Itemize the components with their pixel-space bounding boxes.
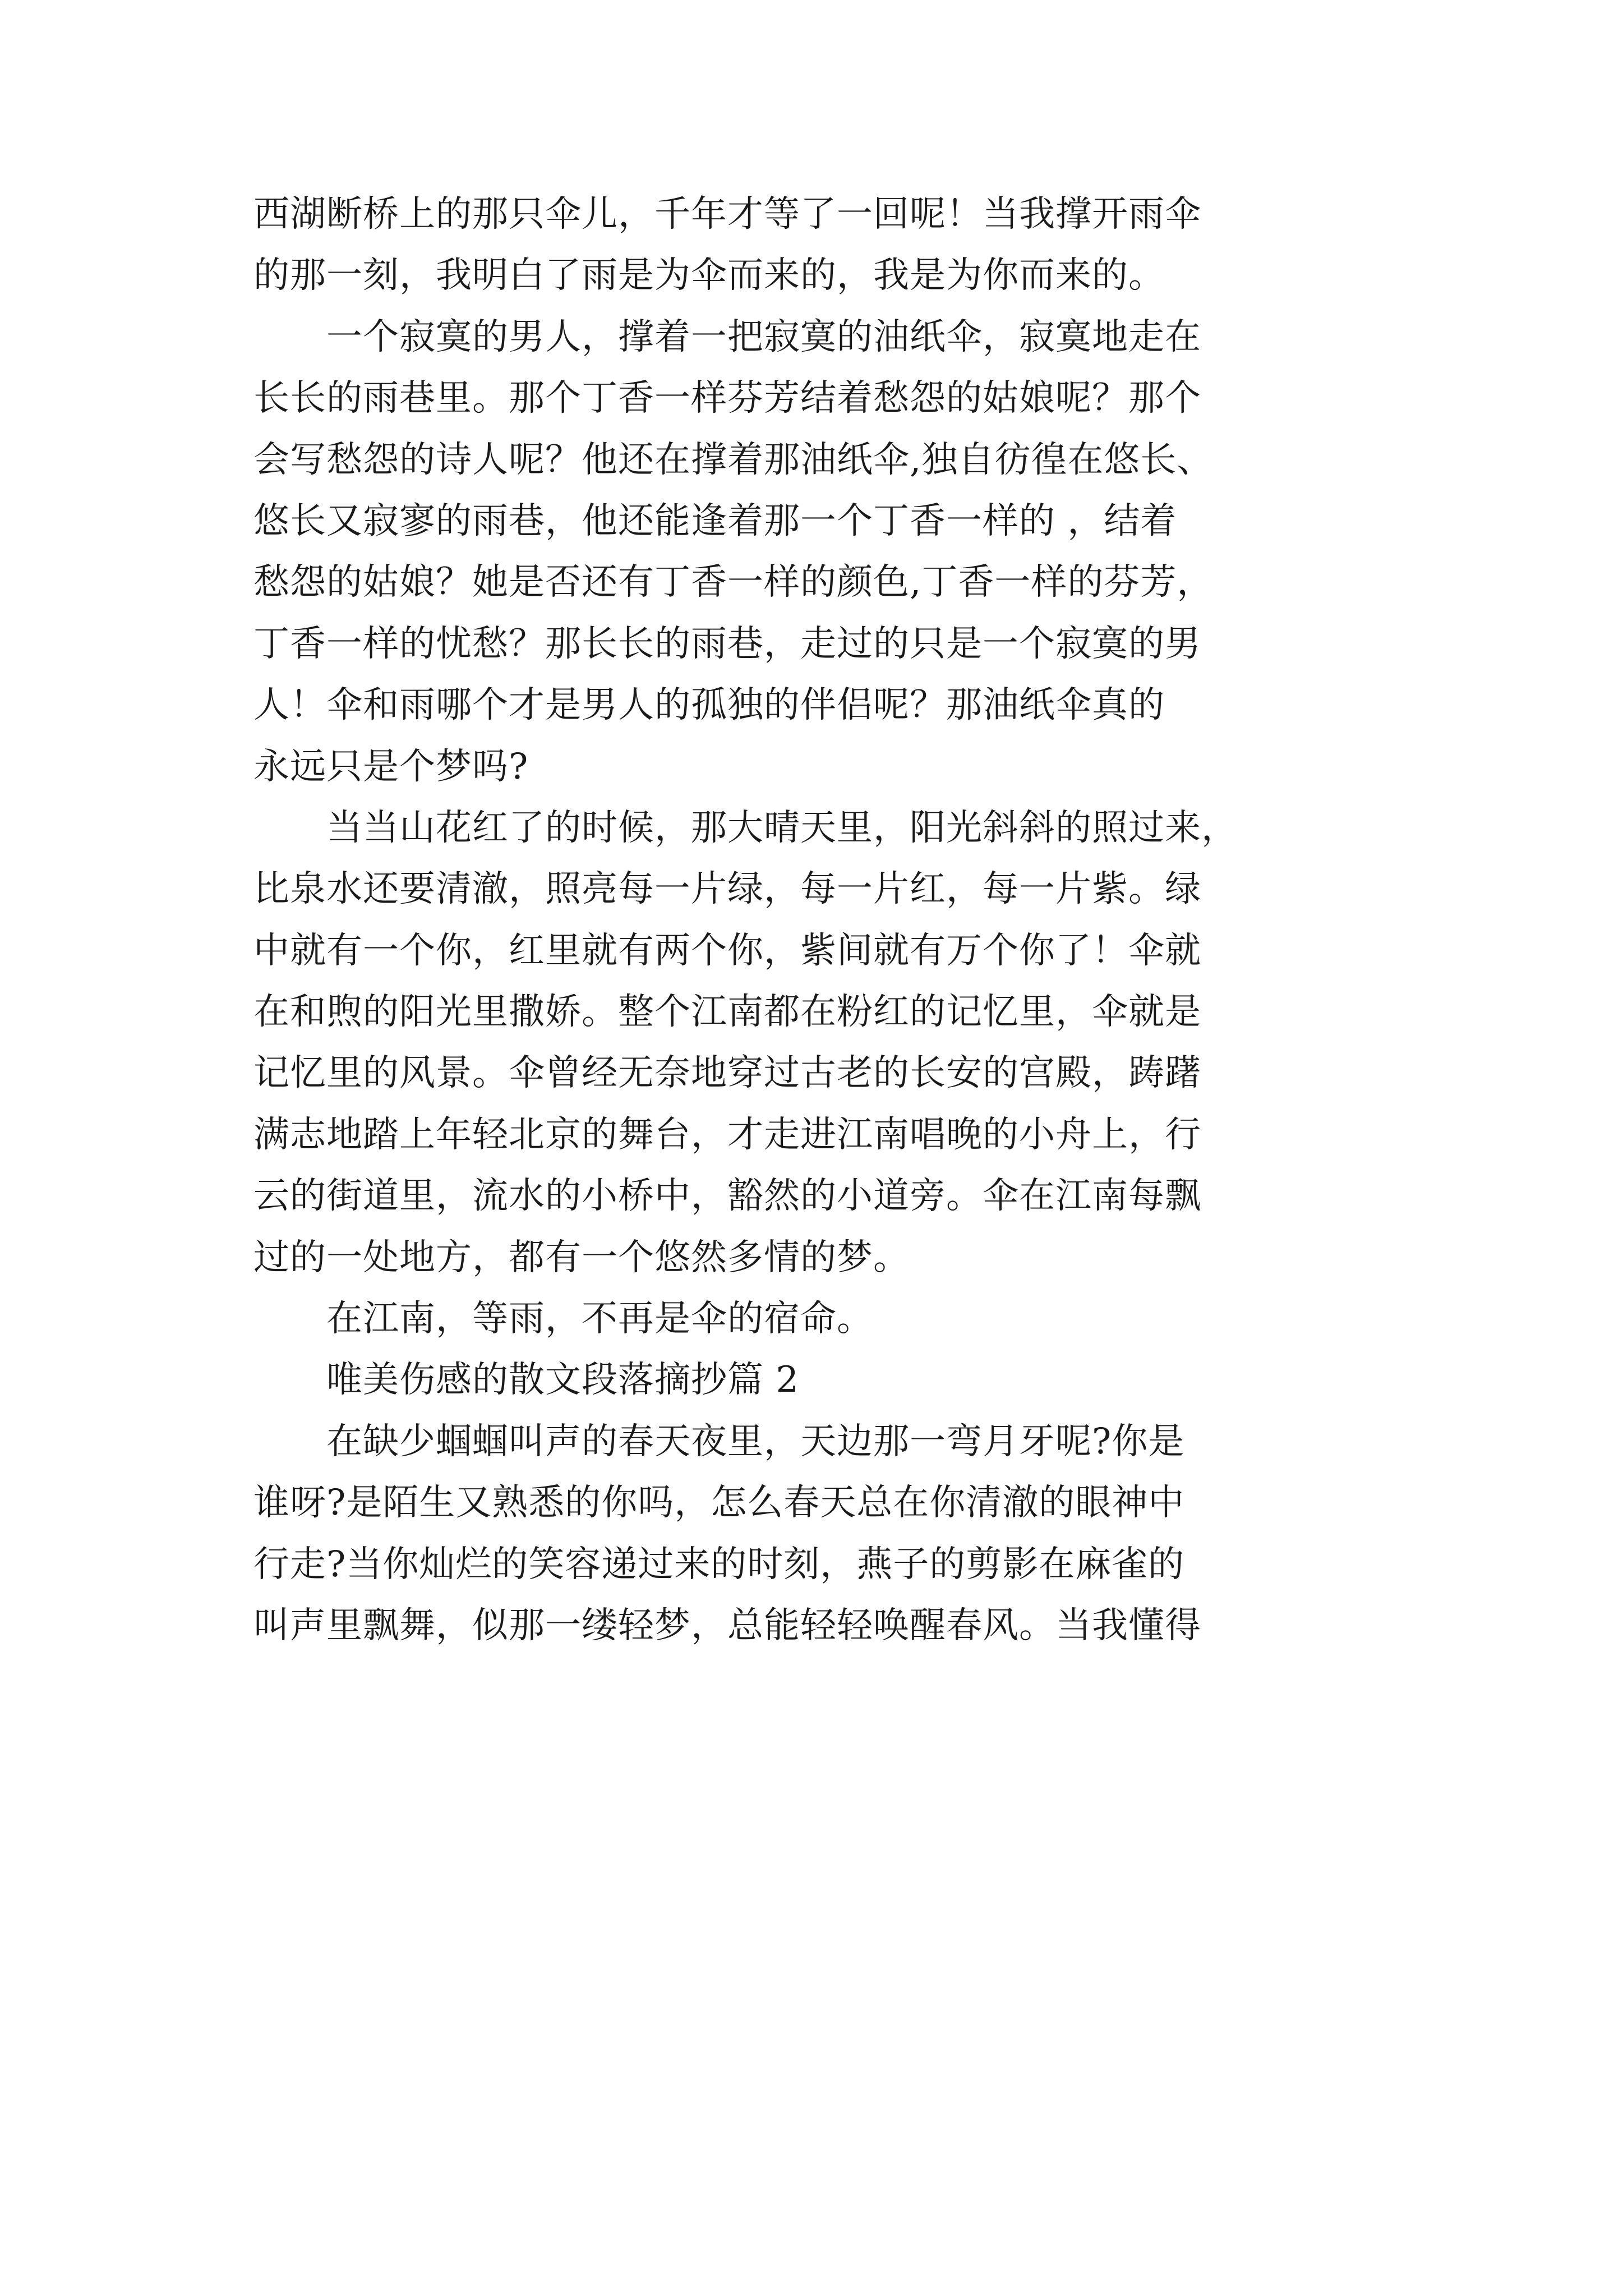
text-line: 谁呀?是陌生又熟悉的你吗，怎么春天总在你清澈的眼神中: [253, 1482, 1185, 1524]
text-line: 满志地踏上年轻北京的舞台，才走进江南唱晚的小舟上，行: [253, 1114, 1201, 1156]
text-line: 愁怨的姑娘？她是否还有丁香一样的颜色,丁香一样的芬芳，: [253, 562, 1214, 604]
text-line: 记忆里的风景。伞曾经无奈地穿过古老的长安的宫殿，踌躇: [253, 1052, 1201, 1094]
text-line: 西湖断桥上的那只伞儿，千年才等了一回呢！当我撑开雨伞: [253, 194, 1201, 235]
text-line: 长长的雨巷里。那个丁香一样芬芳结着愁怨的姑娘呢？那个: [253, 378, 1201, 420]
text-line: 当当山花红了的时候，那大晴天里，阳光斜斜的照过来，: [253, 807, 1238, 849]
text-line: 丁香一样的忧愁？那长长的雨巷，走过的只是一个寂寞的男: [253, 623, 1201, 665]
text-line: 会写愁怨的诗人呢？他还在撑着那油纸伞,独自彷徨在悠长、: [253, 439, 1214, 481]
text-line: 比泉水还要清澈，照亮每一片绿，每一片红，每一片紫。绿: [253, 868, 1201, 910]
text-line: 在和煦的阳光里撒娇。整个江南都在粉红的记忆里，伞就是: [253, 991, 1201, 1033]
text-line: 行走?当你灿烂的笑容递过来的时刻，燕子的剪影在麻雀的: [253, 1543, 1185, 1585]
text-line: 悠长又寂寥的雨巷，他还能逢着那一个丁香一样的 ，结着: [253, 500, 1177, 542]
text-line: 人！伞和雨哪个才是男人的孤独的伴侣呢？那油纸伞真的: [253, 684, 1165, 726]
section-heading: 唯美伤感的散文段落摘抄篇 2: [253, 1359, 800, 1401]
text-line: 的那一刻，我明白了雨是为伞而来的，我是为你而来的。: [253, 255, 1165, 297]
text-line: 一个寂寞的男人，撑着一把寂寞的油纸伞，寂寞地走在: [253, 316, 1201, 358]
text-line: 在缺少蝈蝈叫声的春天夜里，天边那一弯月牙呢?你是: [253, 1420, 1185, 1462]
text-line: 中就有一个你，红里就有两个你，紫间就有万个你了！伞就: [253, 930, 1201, 972]
text-line: 过的一处地方，都有一个悠然多情的梦。: [253, 1236, 910, 1278]
text-line: 云的街道里，流水的小桥中，豁然的小道旁。伞在江南每飘: [253, 1175, 1201, 1217]
text-line: 在江南，等雨，不再是伞的宿命。: [253, 1298, 873, 1340]
document-body: [253, 184, 1381, 1657]
text-line: 永远只是个梦吗?: [253, 746, 529, 788]
text-line: 叫声里飘舞，似那一缕轻梦，总能轻轻唤醒春风。当我懂得: [253, 1604, 1201, 1646]
